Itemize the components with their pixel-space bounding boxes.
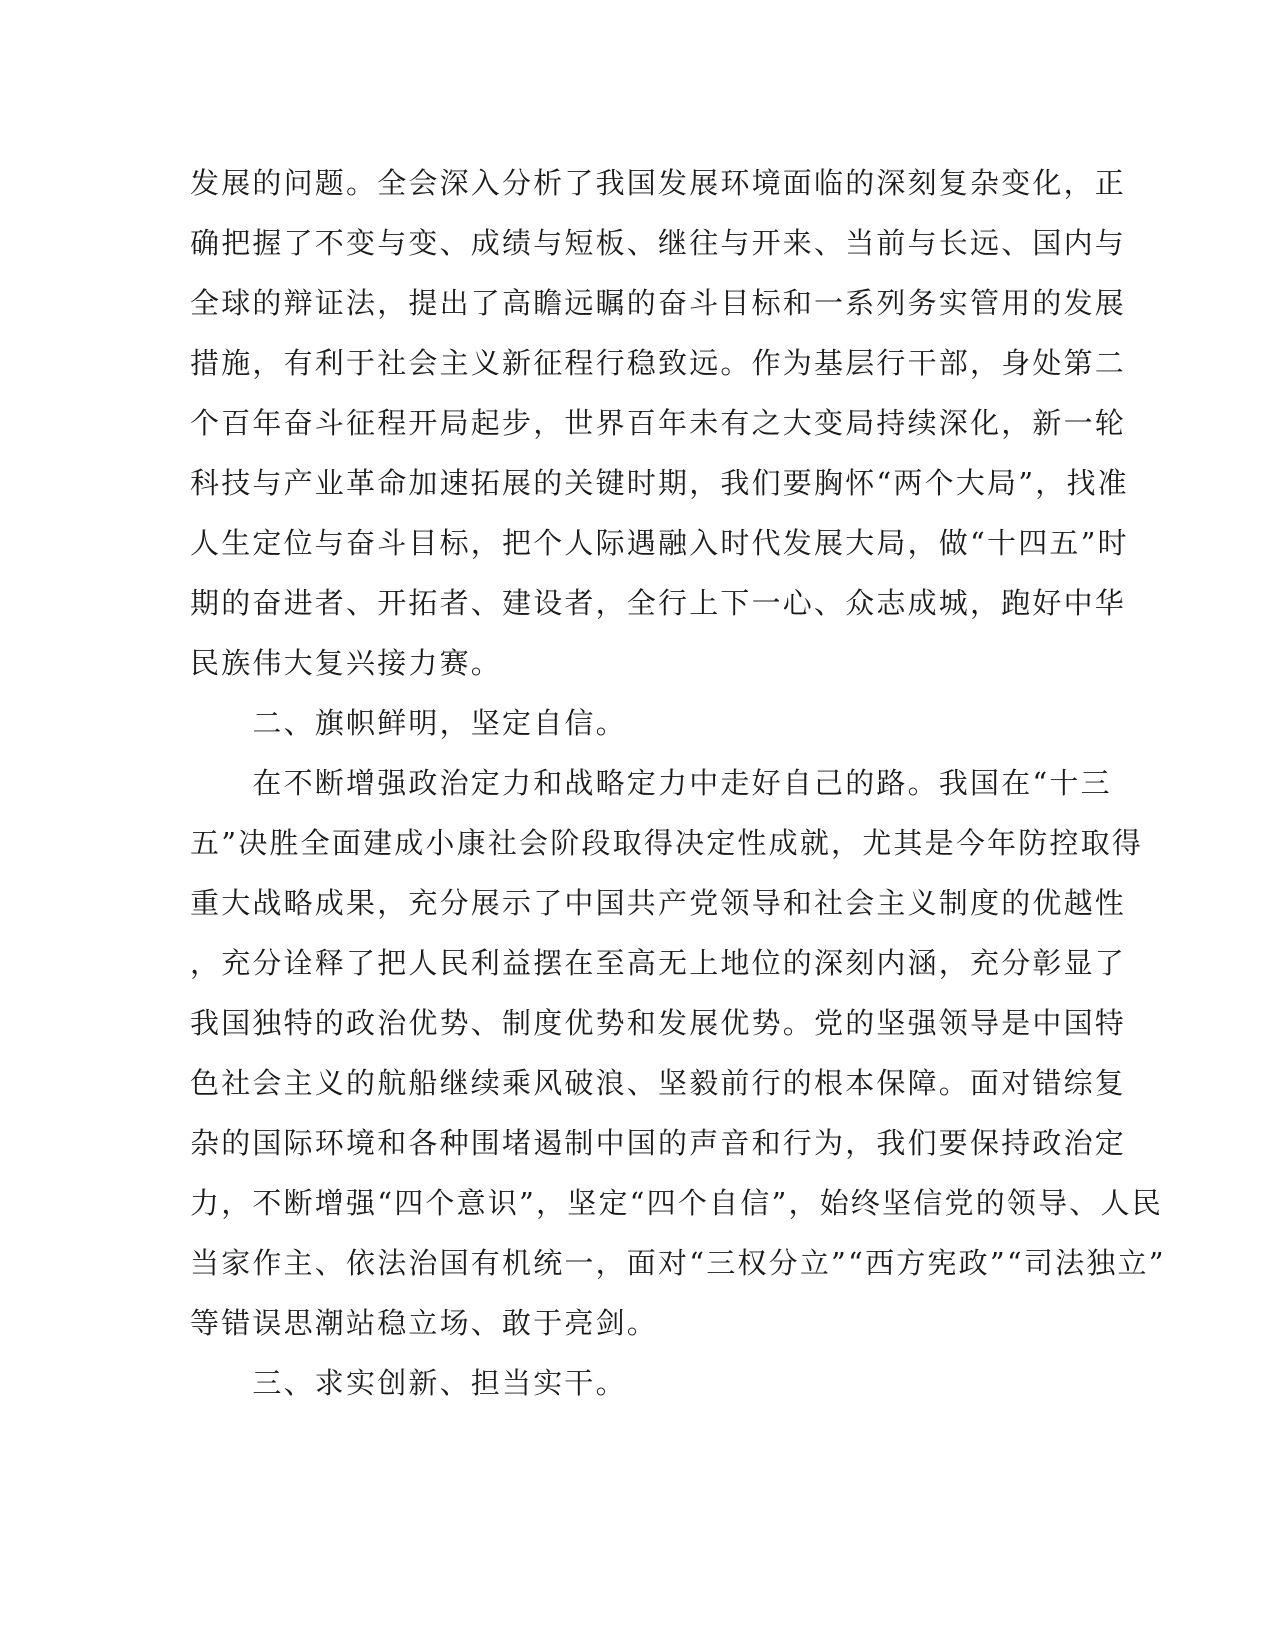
text-line: 当家作主、依法治国有机统一，面对“三权分立”“西方宪政”“司法独立” xyxy=(190,1246,1166,1280)
text-line: 人生定位与奋斗目标，把个人际遇融入时代发展大局，做“十四五”时 xyxy=(190,526,1129,560)
text-line: 发展的问题。全会深入分析了我国发展环境面临的深刻复杂变化，正 xyxy=(190,166,1127,200)
text-line: 在不断增强政治定力和战略定力中走好自己的路。我国在“十三 xyxy=(190,766,1112,800)
text-line: 个百年奋斗征程开局起步，世界百年未有之大变局持续深化，新一轮 xyxy=(190,406,1127,440)
text-line: 民族伟大复兴接力赛。 xyxy=(190,646,503,680)
text-line: 措施，有利于社会主义新征程行稳致远。作为基层行干部，身处第二 xyxy=(190,346,1127,380)
section-heading: 二、旗帜鲜明，坚定自信。 xyxy=(190,706,627,740)
text-line: 色社会主义的航船继续乘风破浪、坚毅前行的根本保障。面对错综复 xyxy=(190,1066,1127,1100)
text-line: 确把握了不变与变、成绩与短板、继往与开来、当前与长远、国内与 xyxy=(190,226,1127,260)
text-line: 全球的辩证法，提出了高瞻远瞩的奋斗目标和一系列务实管用的发展 xyxy=(190,286,1127,320)
section-heading: 三、求实创新、担当实干。 xyxy=(190,1366,627,1400)
text-line: ，充分诠释了把人民利益摆在至高无上地位的深刻内涵，充分彰显了 xyxy=(190,946,1127,980)
text-line: 重大战略成果，充分展示了中国共产党领导和社会主义制度的优越性 xyxy=(190,886,1127,920)
text-line: 杂的国际环境和各种围堵遏制中国的声音和行为，我们要保持政治定 xyxy=(190,1126,1127,1160)
text-line: 我国独特的政治优势、制度优势和发展优势。党的坚强领导是中国特 xyxy=(190,1006,1127,1040)
text-line: 五”决胜全面建成小康社会阶段取得决定性成就，尤其是今年防控取得 xyxy=(190,826,1144,860)
text-line: 期的奋进者、开拓者、建设者，全行上下一心、众志成城，跑好中华 xyxy=(190,586,1127,620)
text-line: 等错误思潮站稳立场、敢于亮剑。 xyxy=(190,1306,659,1340)
text-line: 科技与产业革命加速拓展的关键时期，我们要胸怀“两个大局”，找准 xyxy=(190,466,1129,500)
text-line: 力，不断增强“四个意识”，坚定“四个自信”，始终坚信党的领导、人民 xyxy=(190,1186,1163,1220)
